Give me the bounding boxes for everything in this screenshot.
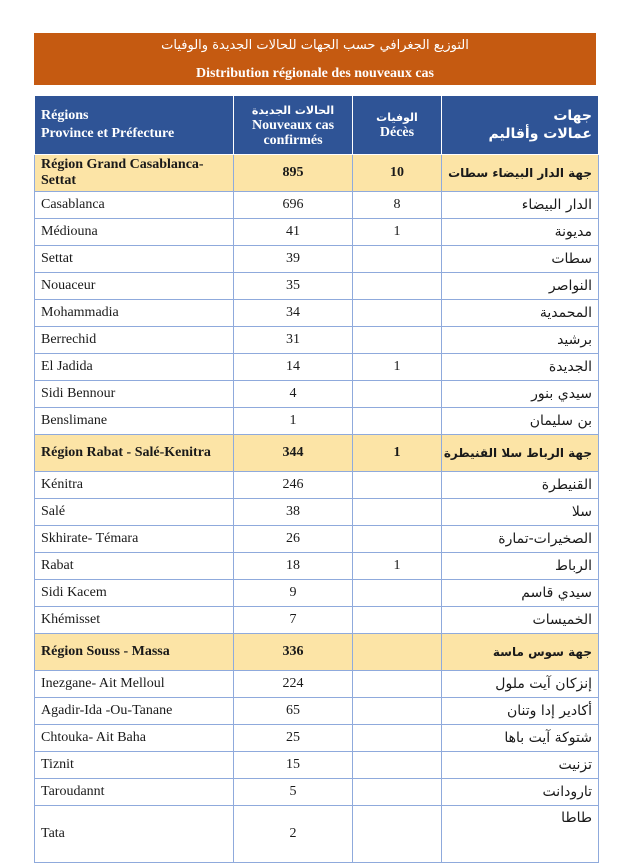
table-row — [35, 246, 599, 273]
deaths-value — [353, 499, 442, 526]
new-cases-value: 15 — [234, 752, 353, 779]
new-cases-value: 65 — [234, 698, 353, 725]
deaths-value — [353, 698, 442, 725]
deaths-value — [353, 607, 442, 634]
province-name-ar: برشيد — [442, 327, 599, 354]
province-name-ar: مديونة — [442, 219, 599, 246]
new-cases-value: 336 — [234, 634, 353, 671]
new-cases-value: 895 — [234, 155, 353, 192]
deaths-value: 8 — [353, 192, 442, 219]
deaths-value — [353, 671, 442, 698]
deaths-value — [353, 580, 442, 607]
new-cases-value: 4 — [234, 381, 353, 408]
province-name-ar: سطات — [442, 246, 599, 273]
table-row — [35, 725, 599, 752]
province-name-ar: النواصر — [442, 273, 599, 300]
header-regions-line2: Province et Préfecture — [41, 126, 175, 141]
new-cases-value: 25 — [234, 725, 353, 752]
province-name-ar: تارودانت — [442, 779, 599, 806]
province-name-fr: Mohammadia — [35, 300, 234, 327]
province-name-ar: طاطا — [442, 806, 599, 863]
new-cases-value: 5 — [234, 779, 353, 806]
province-name-ar: بن سليمان — [442, 408, 599, 435]
table-row — [35, 779, 599, 806]
new-cases-value: 344 — [234, 435, 353, 472]
new-cases-value: 1 — [234, 408, 353, 435]
header-deaths-arabic: الوفيات — [376, 111, 418, 124]
province-name-fr: Taroudannt — [35, 779, 234, 806]
table-row — [35, 607, 599, 634]
new-cases-value: 9 — [234, 580, 353, 607]
table-row — [35, 472, 599, 499]
province-name-ar: سيدي قاسم — [442, 580, 599, 607]
new-cases-value: 26 — [234, 526, 353, 553]
province-name-fr: Salé — [35, 499, 234, 526]
region-name-fr: Région Rabat - Salé-Kenitra — [35, 435, 234, 472]
title-banner — [34, 33, 596, 85]
region-row — [35, 634, 599, 671]
province-name-fr: Médiouna — [35, 219, 234, 246]
header-cases-line2: confirmés — [263, 132, 323, 148]
province-name-ar: إنزكان آيت ملول — [442, 671, 599, 698]
table-row — [35, 219, 599, 246]
new-cases-value: 696 — [234, 192, 353, 219]
province-name-ar: تزنيت — [442, 752, 599, 779]
deaths-value — [353, 725, 442, 752]
province-name-fr: Inezgane- Ait Melloul — [35, 671, 234, 698]
table-row — [35, 192, 599, 219]
table-row — [35, 300, 599, 327]
deaths-value — [353, 327, 442, 354]
province-name-ar: الخميسات — [442, 607, 599, 634]
province-name-ar: شتوكة آيت باها — [442, 725, 599, 752]
table-row — [35, 499, 599, 526]
header-cases-line1: Nouveaux cas — [251, 117, 335, 133]
region-row — [35, 155, 599, 192]
province-name-fr: Rabat — [35, 553, 234, 580]
header-regions-ar — [442, 96, 599, 155]
new-cases-value: 246 — [234, 472, 353, 499]
new-cases-value: 14 — [234, 354, 353, 381]
new-cases-value: 38 — [234, 499, 353, 526]
region-name-fr: Région Grand Casablanca-Settat — [35, 155, 234, 192]
province-name-fr: Khémisset — [35, 607, 234, 634]
table-row — [35, 580, 599, 607]
province-name-ar: سلا — [442, 499, 599, 526]
region-name-ar: جهة الرباط سلا القنيطرة — [442, 435, 599, 472]
new-cases-value: 41 — [234, 219, 353, 246]
header-ar-line2: عمالات وأقاليم — [488, 126, 592, 142]
province-name-fr: Settat — [35, 246, 234, 273]
province-name-fr: Sidi Bennour — [35, 381, 234, 408]
header-new-cases — [234, 96, 353, 155]
new-cases-value: 31 — [234, 327, 353, 354]
province-name-ar: الجديدة — [442, 354, 599, 381]
new-cases-value: 18 — [234, 553, 353, 580]
deaths-value — [353, 634, 442, 671]
header-regions-line1: Régions — [41, 108, 89, 123]
deaths-value — [353, 381, 442, 408]
deaths-value — [353, 779, 442, 806]
header-deaths-french: Décès — [379, 125, 415, 140]
table-row — [35, 806, 599, 863]
title-arabic: التوزيع الجغرافي حسب الجهات للحالات الجديدة والوفيات — [161, 38, 469, 53]
deaths-value: 1 — [353, 354, 442, 381]
province-name-fr: Berrechid — [35, 327, 234, 354]
deaths-value: 1 — [353, 219, 442, 246]
province-name-fr: Skhirate- Témara — [35, 526, 234, 553]
province-name-ar: الدار البيضاء — [442, 192, 599, 219]
table-row — [35, 354, 599, 381]
new-cases-value: 39 — [234, 246, 353, 273]
deaths-value — [353, 408, 442, 435]
new-cases-value: 224 — [234, 671, 353, 698]
table-row — [35, 327, 599, 354]
province-name-ar: المحمدية — [442, 300, 599, 327]
table-row — [35, 671, 599, 698]
province-name-fr: Chtouka- Ait Baha — [35, 725, 234, 752]
region-name-ar: جهة سوس ماسة — [442, 634, 599, 671]
deaths-value — [353, 300, 442, 327]
deaths-value — [353, 526, 442, 553]
table-header-row — [35, 96, 599, 155]
header-deaths — [353, 96, 442, 155]
deaths-value: 1 — [353, 553, 442, 580]
new-cases-value: 7 — [234, 607, 353, 634]
province-name-ar: الرباط — [442, 553, 599, 580]
table-row — [35, 526, 599, 553]
title-french: Distribution régionale des nouveaux cas — [195, 66, 434, 81]
deaths-value — [353, 806, 442, 863]
deaths-value — [353, 273, 442, 300]
deaths-value — [353, 246, 442, 273]
deaths-value: 10 — [353, 155, 442, 192]
region-name-ar: جهة الدار البيضاء سطات — [442, 155, 599, 192]
deaths-value — [353, 752, 442, 779]
deaths-value — [353, 472, 442, 499]
table-row — [35, 698, 599, 725]
region-name-fr: Région Souss - Massa — [35, 634, 234, 671]
table-row — [35, 273, 599, 300]
province-name-fr: Kénitra — [35, 472, 234, 499]
province-name-fr: Tata — [35, 806, 234, 863]
table-row — [35, 553, 599, 580]
province-name-ar: القنيطرة — [442, 472, 599, 499]
province-name-ar: الصخيرات-تمارة — [442, 526, 599, 553]
header-regions-fr — [35, 96, 234, 155]
province-name-ar: سيدي بنور — [442, 381, 599, 408]
province-name-fr: Nouaceur — [35, 273, 234, 300]
header-cases-arabic: الحالات الجديدة — [251, 103, 335, 117]
deaths-value: 1 — [353, 435, 442, 472]
region-row — [35, 435, 599, 472]
province-name-ar: أكادير إدا وتنان — [442, 698, 599, 725]
table-row — [35, 752, 599, 779]
province-name-fr: Benslimane — [35, 408, 234, 435]
header-ar-line1: جهات — [553, 108, 592, 124]
table-row — [35, 408, 599, 435]
province-name-fr: Agadir-Ida -Ou-Tanane — [35, 698, 234, 725]
province-name-fr: Casablanca — [35, 192, 234, 219]
new-cases-value: 35 — [234, 273, 353, 300]
new-cases-value: 34 — [234, 300, 353, 327]
table-body — [35, 155, 599, 863]
province-name-fr: Tiznit — [35, 752, 234, 779]
table-row — [35, 381, 599, 408]
new-cases-value: 2 — [234, 806, 353, 863]
province-name-fr: Sidi Kacem — [35, 580, 234, 607]
province-name-fr: El Jadida — [35, 354, 234, 381]
regional-cases-table — [34, 95, 599, 863]
